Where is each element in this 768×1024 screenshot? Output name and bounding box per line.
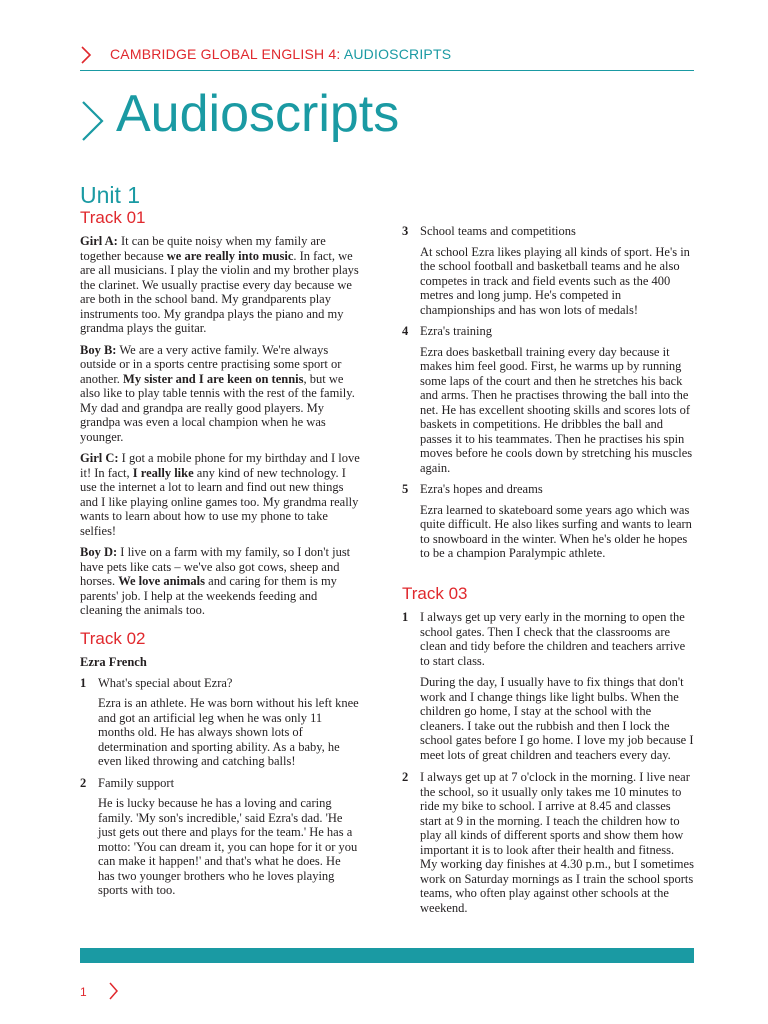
header-divider	[80, 70, 694, 71]
list-item	[80, 776, 360, 791]
item-body: Ezra learned to skateboard some years ago which was quite difficult. He also likes surfing and wants to learn to snowboard in the winter. When he's older he hopes to be a champion Paralympic athlete.	[420, 502, 692, 560]
item-number: 3	[402, 224, 409, 238]
track-03-heading: Track 03	[402, 583, 468, 603]
item-number: 4	[402, 324, 409, 338]
item-body: Ezra does basketball training every day because it makes him feel good. First, he warms up by running some laps of the court and then he stretches his back and arms. Then he practises throwing the ball into the net. He has excellent shooting skills and scores lots of baskets in competitions. He dribbles the ball and passes it to his teammates. Then he practises his spin moves before he cools down by stretching his muscles again.	[420, 344, 693, 475]
item-number: 5	[402, 482, 409, 496]
running-header	[110, 46, 451, 62]
speaker-paragraph: Boy B: We are a very active family. We're always outside or in a sports centre practising some sport or another. My sister and I are keen on tennis, but we also like to play table tennis with the rest of the family. My dad and grandpa are really good players. My grandpa was even a local champion when he was younger.	[80, 342, 355, 444]
speaker-name: Boy B:	[80, 342, 117, 357]
list-item	[402, 770, 694, 922]
list-item	[402, 482, 694, 497]
list-item	[402, 324, 694, 339]
speaker-paragraph: Boy D: I live on a farm with my family, so I don't just have pets like cats – we've also got cows, sheep and horses. We love animals and caring for them is my parents' job. I help at the weekends feeding and cleaning the animals too.	[80, 545, 351, 617]
item-number: 1	[80, 675, 87, 690]
item-body: During the day, I usually have to fix things that don't work and I change things like light bulbs. When the children go home, I stay at the school with the cleaners. I take out the rubbish and then I lock the school gates before I go home. I love my job because I meet lots of great children and teachers every day.	[420, 675, 694, 762]
speaker-name: Girl C:	[80, 451, 119, 465]
item-number: 2	[80, 775, 87, 790]
footer-bar	[80, 948, 694, 963]
item-body: I always get up very early in the morning to open the school gates. Then I check that the classrooms are clean and tidy before the children and teachers arrive to start class.	[420, 610, 686, 668]
header-title-section: AUDIOSCRIPTS	[343, 46, 452, 62]
key-phrase: We love animals	[118, 574, 206, 588]
list-item	[402, 224, 694, 239]
unit-heading: Unit 1	[80, 182, 141, 208]
key-phrase: My sister and I are keen on tennis	[123, 371, 304, 386]
speaker-paragraph: Girl A: It can be quite noisy when my family are together because we are really into music. In fact, we are all musicians. I play the violin and my brother plays the clarinet. We usually practise every day because we are both in the school band. My grandparents play instruments too. My grandpa plays the piano and my grandma plays the guitar.	[80, 234, 359, 335]
right-column	[402, 224, 694, 928]
speaker-name: Boy D:	[80, 545, 118, 559]
item-title: Ezra's hopes and dreams	[420, 482, 543, 496]
item-title: School teams and competitions	[420, 224, 576, 238]
track-02-subheading: Ezra French	[80, 655, 147, 669]
header-title-series: CAMBRIDGE GLOBAL ENGLISH 4:	[110, 46, 344, 62]
item-body: I always get up at 7 o'clock in the morning. I live near the school, so it usually only takes me 10 minutes to ride my bike to school. I arrive at 8.45 and classes start at 9 in the morning. I teach the children how to play all kinds of different sports and show them how important it is to look after their health and fitness. My working day finishes at 4.30 p.m., but I sometimes work on Saturday mornings as I train the school sports teams, who often play against other schools at the weekend.	[420, 770, 694, 915]
page-title: Audioscripts	[116, 85, 400, 143]
chevron-right-icon	[80, 100, 106, 142]
chevron-right-icon	[108, 982, 119, 1000]
item-number: 1	[402, 610, 409, 624]
page-number: 1	[80, 985, 87, 999]
item-title: Ezra's training	[420, 324, 493, 338]
item-body: Ezra is an athlete. He was born without his left knee and got an artificial leg when he was only 11 months old. He has always shown lots of determination and sporting ability. As a baby, he even liked throwing and catching balls!	[98, 696, 359, 768]
track-01-heading: Track 01	[80, 207, 146, 227]
key-phrase: I really like	[132, 465, 194, 480]
item-title: What's special about Ezra?	[98, 675, 233, 690]
item-body: He is lucky because he has a loving and caring family. 'My son's incredible,' said Ezra's dad. 'He just gets out there and plays for the team.' He has a motto: 'You can dream it, you can hope for it or you can make it happen!' and that's what he does. He has two younger brothers who he loves playing sports with too.	[98, 796, 358, 897]
speaker-name: Girl A:	[80, 234, 118, 248]
list-item	[80, 676, 360, 691]
item-body: At school Ezra likes playing all kinds of sport. He's in the school football and basketball teams and he also competes in track and field events such as the 400 metres and long jump. He's competed in championships and has won lots of medals!	[420, 244, 690, 317]
item-number: 2	[402, 770, 409, 784]
left-column	[80, 180, 360, 905]
key-phrase: we are really into music	[166, 248, 294, 263]
list-item	[402, 610, 694, 762]
item-title: Family support	[98, 775, 175, 790]
chevron-right-icon	[80, 46, 92, 64]
track-02-heading: Track 02	[80, 628, 146, 648]
speaker-paragraph: Girl C: I got a mobile phone for my birthday and I love it! In fact, I really like any kind of new technology. I use the internet a lot to learn and find out new things and I like playing online games too. My grandma really wants to learn about how to use my phone to take selfies!	[80, 451, 360, 538]
